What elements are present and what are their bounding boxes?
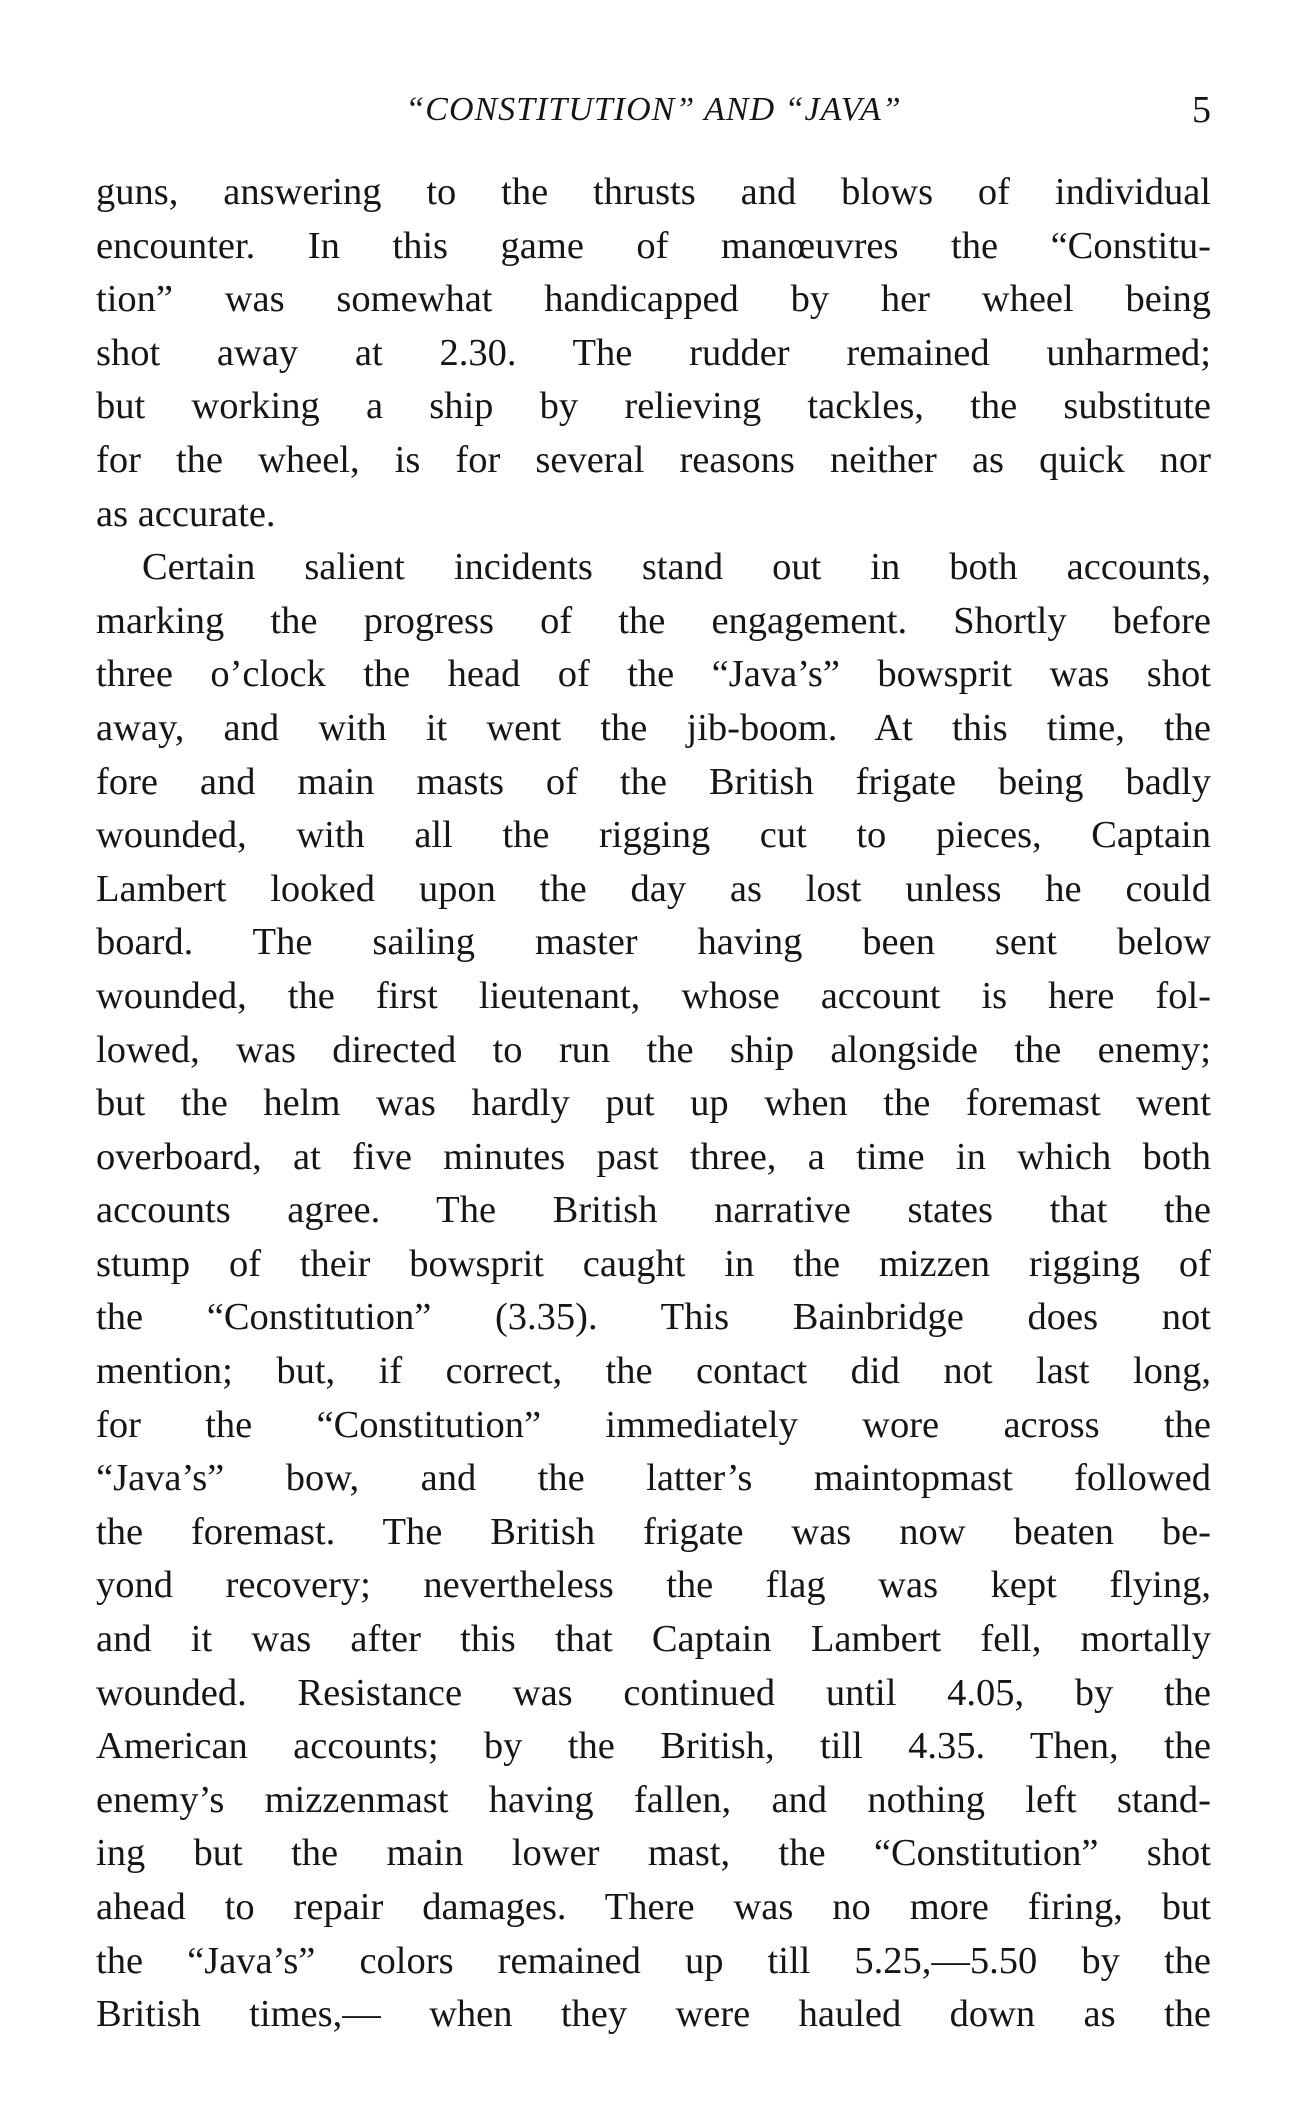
text-line: wounded, with all the rigging cut to pieces, Captain xyxy=(96,814,1211,857)
text-line: ahead to repair damages. There was no more firing, but xyxy=(96,1886,1211,1928)
running-title: “CONSTITUTION” AND “JAVA” xyxy=(405,91,902,128)
paragraph-1 xyxy=(96,166,1211,541)
text-line: three o’clock the head of the “Java’s” bowsprit was shot xyxy=(96,653,1211,696)
text-line: British times,— when they were hauled down as the xyxy=(96,1993,1211,2036)
text-line: encounter. In this game of manœuvres the “Constitu- xyxy=(96,224,1211,267)
text-line: the “Constitution” (3.35). This Bainbridge does not xyxy=(96,1296,1211,1339)
text-line: Certain salient incidents stand out in both accounts, xyxy=(142,546,1211,589)
text-line: and it was after this that Captain Lambert fell, mortally xyxy=(96,1618,1211,1661)
text-line: “Java’s” bow, and the latter’s maintopmast followed xyxy=(96,1457,1211,1500)
text-line: for the wheel, is for several reasons neither as quick nor xyxy=(96,438,1211,481)
text-line: guns, answering to the thrusts and blows of individual xyxy=(96,171,1211,213)
text-line: the “Java’s” colors remained up till 5.25,—5.50 by the xyxy=(96,1939,1211,1982)
page-number: 5 xyxy=(1192,89,1211,131)
text-line: lowed, was directed to run the ship alongside the enemy; xyxy=(96,1028,1211,1071)
text-line: away, and with it went the jib-boom. At this time, the xyxy=(96,706,1211,749)
text-line: tion” was somewhat handicapped by her wheel being xyxy=(96,278,1211,321)
text-line: for the “Constitution” immediately wore across the xyxy=(96,1403,1211,1446)
text-line: accounts agree. The British narrative states that the xyxy=(96,1189,1211,1232)
text-line: ing but the main lower mast, the “Constitution” shot xyxy=(96,1832,1211,1875)
text-line: Lambert looked upon the day as lost unless he could xyxy=(96,867,1211,910)
text-line: shot away at 2.30. The rudder remained unharmed; xyxy=(96,331,1211,374)
text-line: but the helm was hardly put up when the foremast went xyxy=(96,1082,1211,1125)
body-text xyxy=(96,166,1211,2042)
running-head xyxy=(96,82,1211,138)
text-line: enemy’s mizzenmast having fallen, and nothing left stand- xyxy=(96,1778,1211,1821)
text-line: wounded, the first lieutenant, whose account is here fol- xyxy=(96,974,1211,1017)
text-line: stump of their bowsprit caught in the mizzen rigging of xyxy=(96,1242,1211,1285)
text-line: mention; but, if correct, the contact did not last long, xyxy=(96,1350,1211,1393)
text-line: fore and main masts of the British frigate being badly xyxy=(96,760,1211,803)
paragraph-2 xyxy=(96,541,1211,2042)
text-line: wounded. Resistance was continued until 4.05, by the xyxy=(96,1671,1211,1714)
text-line: but working a ship by relieving tackles, the substitute xyxy=(96,385,1211,428)
text-line: as accurate. xyxy=(96,492,276,535)
text-line: board. The sailing master having been sent below xyxy=(96,921,1211,964)
text-line: marking the progress of the engagement. Shortly before xyxy=(96,599,1211,642)
text-line: American accounts; by the British, till 4.35. Then, the xyxy=(96,1725,1211,1768)
text-line: the foremast. The British frigate was now beaten be- xyxy=(96,1510,1211,1553)
text-line: yond recovery; nevertheless the flag was kept flying, xyxy=(96,1564,1211,1607)
text-line: overboard, at five minutes past three, a time in which both xyxy=(96,1135,1211,1178)
